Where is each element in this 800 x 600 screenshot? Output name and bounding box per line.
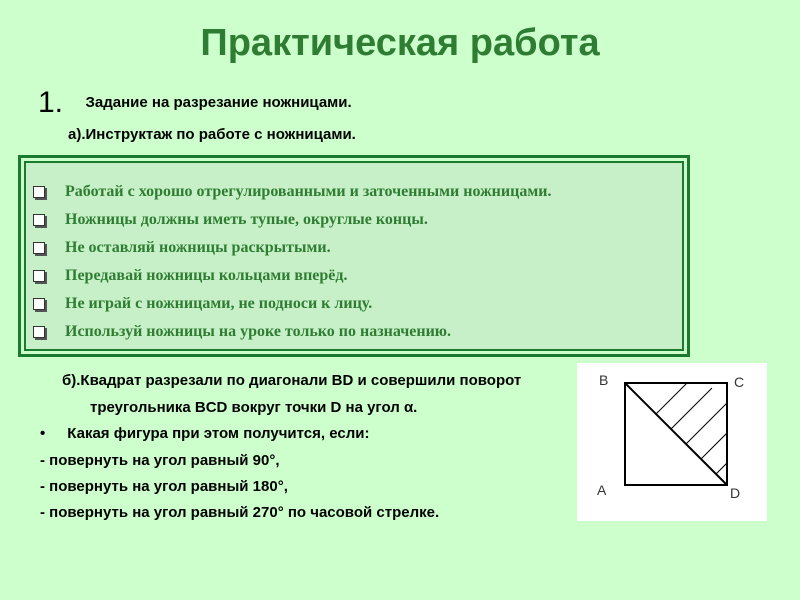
label-c: C bbox=[734, 374, 745, 390]
rule-item bbox=[33, 318, 683, 346]
rule-text: Не оставляй ножницы раскрытыми. bbox=[65, 239, 331, 256]
rule-item bbox=[33, 178, 683, 206]
square-diagram bbox=[577, 363, 767, 521]
rule-text: Передавай ножницы кольцами вперёд. bbox=[65, 267, 348, 284]
safety-rules-box bbox=[18, 155, 690, 357]
diagonal-bd bbox=[625, 383, 727, 485]
question-line bbox=[40, 425, 369, 442]
page-title: Практическая работа bbox=[200, 22, 600, 64]
rule-item bbox=[33, 262, 683, 290]
subtask-b-line-2: треугольника BCD вокруг точки D на угол α. bbox=[90, 399, 418, 416]
rule-item bbox=[33, 234, 683, 262]
option-270: - повернуть на угол равный 270° по часовой стрелке. bbox=[40, 504, 440, 521]
checkbox-bullet-icon bbox=[33, 298, 45, 310]
label-b: B bbox=[599, 372, 609, 388]
checkbox-bullet-icon bbox=[33, 242, 45, 254]
hatched-triangle-bcd bbox=[617, 373, 767, 521]
task-heading bbox=[38, 86, 352, 120]
subtask-a-heading: а).Инструктаж по работе с ножницами. bbox=[68, 126, 356, 143]
bullet-icon: • bbox=[40, 425, 46, 442]
checkbox-bullet-icon bbox=[33, 186, 45, 198]
task-number: 1. bbox=[38, 86, 64, 119]
square-diagram-svg bbox=[577, 363, 767, 521]
checkbox-bullet-icon bbox=[33, 270, 45, 282]
rule-text: Работай с хорошо отрегулированными и заточенными ножницами. bbox=[65, 183, 552, 200]
label-d: D bbox=[730, 485, 741, 501]
subtask-b-line-1: б).Квадрат разрезали по диагонали BD и совершили поворот bbox=[62, 372, 522, 389]
task-text: Задание на разрезание ножницами. bbox=[85, 94, 352, 111]
option-90: - повернуть на угол равный 90°, bbox=[40, 452, 280, 469]
checkbox-bullet-icon bbox=[33, 214, 45, 226]
rule-item bbox=[33, 290, 683, 318]
option-180: - повернуть на угол равный 180°, bbox=[40, 478, 288, 495]
rule-text: Ножницы должны иметь тупые, округлые концы. bbox=[65, 211, 428, 228]
rule-text: Не играй с ножницами, не подноси к лицу. bbox=[65, 295, 373, 312]
question-text: Какая фигура при этом получится, если: bbox=[67, 425, 370, 442]
safety-rules-list bbox=[33, 178, 683, 346]
rule-text: Используй ножницы на уроке только по назначению. bbox=[65, 323, 452, 340]
label-a: A bbox=[597, 482, 607, 498]
rule-item bbox=[33, 206, 683, 234]
checkbox-bullet-icon bbox=[33, 326, 45, 338]
